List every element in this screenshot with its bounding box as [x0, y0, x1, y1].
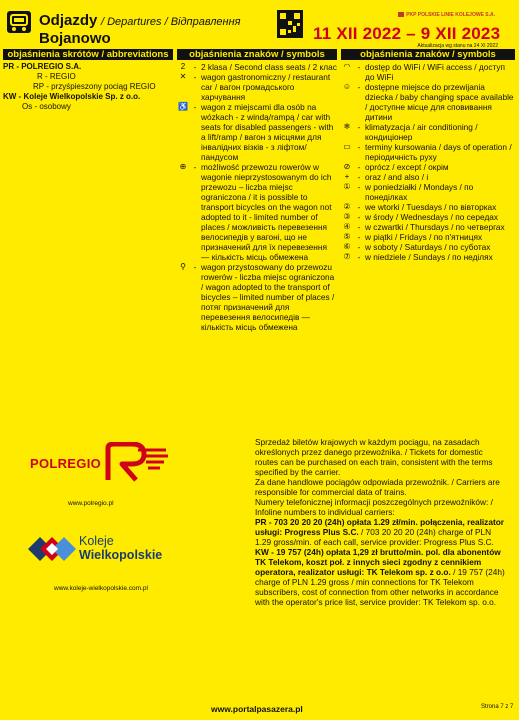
symbol-row [341, 222, 515, 232]
symbol-dash: - [193, 162, 197, 172]
symbol-row [341, 122, 515, 142]
symbol-row [341, 182, 515, 202]
polregio-url: www.polregio.pl [68, 500, 114, 507]
symbol-row [341, 202, 515, 212]
abbreviation-row: RP - przyśpieszony pociąg REGIO [33, 82, 156, 91]
info-commercial: Za dane handlowe pociągów odpowiada przewoźnik. / Carriers are responsible for commercial data of trains. [255, 477, 500, 497]
symbols-list-left [177, 62, 337, 332]
symbol-row [341, 82, 515, 122]
symbol-description: w środy / Wednesdays / по середах [365, 212, 499, 222]
info-kw: KW - 19 757 (24h) opłata 1,29 zł brutto/min. pol. dla abonentów TK Telekom, koszt poł. z innych sieci zgodny z cennikiem operatora, realizator usługi: TK Telekom sp. z o.o. / 19 757 (24h) charge of PLN 1.29 gross / min connections for TK Telekom subscribers, cost of connection from other networks in accordance with the operator's price list, service provider: TK Telekom sp. o.o. [255, 547, 505, 607]
symbol-dash: - [357, 242, 361, 252]
saturday-icon: ⑥ [343, 242, 351, 251]
baby-changing-icon: ☺ [342, 82, 352, 91]
symbol-description: oprócz / except / окрім [365, 162, 449, 172]
wheelchair-icon: ♿ [178, 102, 188, 111]
info-tickets: Sprzedaż biletów krajowych w każdym pociągu, na zasadach określonych przez danego przewoźnika. / Tickets for domestic routes can be purchased on each train, consistent with the terms specified by the carrier. [255, 437, 493, 477]
validity-dates: 11 XII 2022 – 9 XII 2023 [313, 24, 501, 43]
thursday-icon: ④ [343, 222, 351, 231]
symbol-row [341, 62, 515, 82]
kw-url: www.koleje-wielkopolskie.com.pl [54, 585, 148, 592]
bicycle-icon: ⚲ [180, 262, 186, 271]
symbol-description: we wtorki / Tuesdays / по вівторках [365, 202, 497, 212]
symbol-description: w piątki / Fridays / по п'ятницях [365, 232, 483, 242]
info-pr: PR - 703 20 20 20 (24h) opłata 1.29 zł/min. połączenia, realizator usługi: Progress Plus S.C. / 703 20 20 20 (24h) charge of PLN 1.29 gross/min. of each call, service provider: Progress Plus S.C. [255, 517, 505, 547]
kw-wordmark [79, 534, 162, 562]
wifi-icon: ◠ [343, 62, 351, 71]
carrier-info [255, 437, 507, 607]
air-conditioning-icon: ❄ [343, 122, 351, 131]
train-icon [7, 11, 31, 33]
symbol-description: w poniedziałki / Mondays / по понеділках [365, 182, 474, 202]
symbol-dash: - [193, 62, 197, 72]
symbol-dash: - [357, 82, 361, 92]
symbol-row [177, 262, 337, 332]
symbol-description: wagon z miejscami dla osób na wózkach - z windą/rampą / car with seats for disabled passengers - with a lift/ramp / вагон з місцями для інвалідних візків - з ліфтом/пандусом [201, 102, 334, 162]
qr-code-icon [277, 10, 303, 38]
symbol-row [341, 232, 515, 242]
restaurant-icon: ✕ [179, 72, 187, 81]
symbol-dash: - [357, 182, 361, 192]
update-note: Aktualizacja wg stanu na 24 XI 2022 [417, 43, 498, 49]
symbol-dash: - [357, 122, 361, 132]
symbol-description: dostęp do WiFi / WiFi access / доступ до WiFi [365, 62, 506, 82]
symbol-dash: - [357, 232, 361, 242]
abbreviations-column [3, 49, 173, 112]
koleje-wielkopolskie-logo [28, 530, 198, 570]
symbol-dash: - [357, 222, 361, 232]
symbols-column-right [341, 49, 515, 262]
kw-emblem-icon [28, 532, 78, 566]
page-title [39, 12, 241, 29]
title-translations: / Departures / Відправлення [100, 16, 241, 28]
symbols-list-right [341, 62, 515, 262]
pkp-logo: PKP POLSKIE LINIE KOLEJOWE S.A. [398, 12, 495, 18]
station-name: Bojanowo [39, 30, 111, 47]
symbol-dash: - [193, 72, 197, 82]
abbreviation-row: KW - Koleje Wielkopolskie Sp. z o.o. [3, 92, 141, 101]
symbol-description: w soboty / Saturdays / по суботах [365, 242, 491, 252]
symbol-description: dostępne miejsce do przewijania dziecka / baby changing space available / доступне місце для сповивання дитини [365, 82, 514, 122]
symbol-row [177, 162, 337, 262]
second-class-icon: 2 [180, 62, 186, 71]
symbol-dash: - [357, 202, 361, 212]
symbol-row [341, 142, 515, 162]
sunday-icon: ⑦ [343, 252, 351, 261]
symbol-description: w niedziele / Sundays / по неділях [365, 252, 493, 262]
footer-url[interactable]: www.portalpasazera.pl [211, 704, 303, 714]
symbol-row [341, 242, 515, 252]
symbol-row [341, 172, 515, 182]
title-polish: Odjazdy [39, 12, 98, 29]
tuesday-icon: ② [343, 202, 351, 211]
bicycle-limited-icon: ⊕ [179, 162, 187, 171]
symbol-dash: - [357, 162, 361, 172]
and-icon: + [344, 172, 350, 181]
polregio-logo [30, 446, 170, 486]
polregio-wordmark: POLREGIO [30, 456, 102, 471]
symbol-dash: - [357, 252, 361, 262]
abbreviations-list [3, 62, 173, 112]
symbols-heading-left: objaśnienia znaków / symbols [177, 49, 337, 60]
kw-line2: Wielkopolskie [79, 548, 163, 562]
symbols-heading-right: objaśnienia znaków / symbols [341, 49, 515, 60]
symbol-description: wagon przystosowany do przewozu rowerów - liczba miejsc ograniczona / wagon adopted to the transport of bicycles – limited number of places / потяг призначений для перевезення велосипедів — кількість місць обмежена [201, 262, 335, 332]
abbreviations-heading: objaśnienia skrótów / abbreviations [3, 49, 173, 60]
symbol-dash: - [357, 212, 361, 222]
symbol-row [341, 212, 515, 222]
friday-icon: ⑤ [343, 232, 351, 241]
symbol-dash: - [193, 102, 197, 112]
symbol-row [341, 252, 515, 262]
symbol-dash: - [357, 172, 361, 182]
symbol-row [177, 72, 337, 102]
monday-icon: ① [343, 182, 351, 191]
except-icon: ⊘ [343, 162, 351, 171]
periodic-operation-icon: ▭ [343, 142, 351, 151]
symbol-description: oraz / and also / і [365, 172, 429, 182]
page-number: Strona 7 z 7 [481, 704, 514, 710]
abbreviation-row: R - REGIO [37, 72, 76, 81]
abbreviation-row: PR - POLREGIO S.A. [3, 62, 82, 71]
symbol-description: możliwość przewozu rowerów w wagonie nieprzystosowanym do ich przewozu – liczba miejsc ograniczona / it is possible to transport bicycles on the wagon not adopted to it - limited number of places / можливість перевезення велосипедів у вагоні, що не призначений для їх перевезення — кількість місць обмежена [201, 162, 332, 262]
info-infoline: Numery telefonicznej informacji poszczególnych przewoźników: / Infoline numbers to individual carriers: [255, 497, 493, 517]
symbol-description: wagon gastronomiczny / restaurant car / вагон громадського харчування [201, 72, 331, 102]
symbol-description: 2 klasa / Second class seats / 2 клас [201, 62, 337, 72]
symbol-row [341, 162, 515, 172]
wednesday-icon: ③ [343, 212, 351, 221]
symbol-dash: - [357, 142, 361, 152]
symbols-column-left [177, 49, 337, 332]
symbol-row [177, 102, 337, 162]
symbol-description: terminy kursowania / days of operation / періодичність руху [365, 142, 512, 162]
symbol-dash: - [357, 62, 361, 72]
symbol-description: klimatyzacja / air conditioning / кондиціонер [365, 122, 478, 142]
polregio-emblem-icon [102, 442, 174, 482]
symbol-dash: - [193, 262, 197, 272]
kw-line1: Koleje [79, 534, 114, 548]
symbol-description: w czwartki / Thursdays / по четвергах [365, 222, 505, 232]
abbreviation-row: Os - osobowy [22, 102, 71, 111]
symbol-row [177, 62, 337, 72]
